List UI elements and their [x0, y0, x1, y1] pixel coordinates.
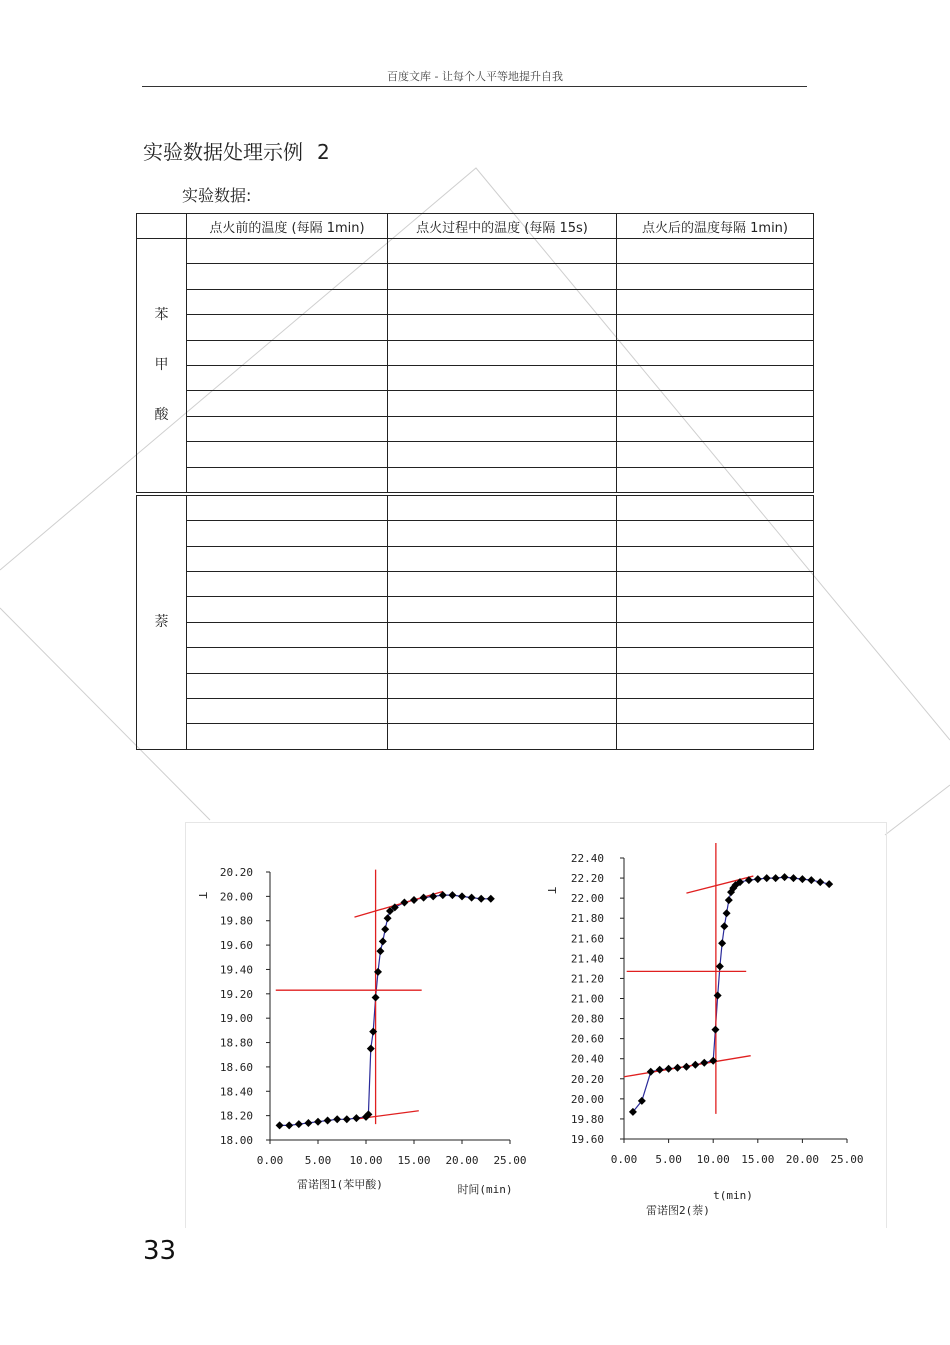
chart-caption: 雷诺图2(萘)	[646, 1204, 710, 1217]
reynolds-chart-2	[535, 822, 885, 1227]
table-cell	[187, 494, 388, 521]
table-row	[137, 315, 814, 340]
y-tick-label: 22.00	[570, 892, 604, 906]
table-row	[137, 673, 814, 698]
data-point	[352, 1114, 360, 1122]
y-tick-label: 20.20	[219, 866, 253, 879]
y-tick-label: 19.40	[219, 963, 253, 977]
table-cell	[187, 391, 388, 416]
data-point	[448, 891, 456, 899]
y-tick-label: 20.80	[570, 1012, 604, 1026]
table-cell	[388, 572, 617, 597]
table-cell	[187, 699, 388, 724]
data-point	[304, 1119, 312, 1127]
table-row	[137, 416, 814, 441]
y-tick-label: 18.80	[219, 1036, 253, 1050]
x-tick-label: 5.00	[304, 1154, 332, 1167]
x-tick-label: 5.00	[655, 1153, 682, 1166]
guide-line	[354, 891, 442, 917]
data-point	[682, 1063, 690, 1071]
table-cell	[388, 365, 617, 390]
data-point	[647, 1068, 655, 1076]
page-header: 百度文库 - 让每个人平等地提升自我	[387, 70, 563, 83]
data-point	[772, 874, 780, 882]
table-cell	[187, 521, 388, 546]
section-title-text: 实验数据处理示例	[143, 140, 303, 164]
header-rule	[142, 86, 807, 87]
data-point	[825, 880, 833, 888]
y-tick-label: 18.40	[219, 1085, 253, 1099]
data-point	[691, 1061, 699, 1069]
table-row	[137, 391, 814, 416]
y-tick-label: 19.80	[219, 914, 253, 928]
table-cell	[617, 673, 814, 698]
x-axis-label: 时间(min)	[457, 1183, 513, 1196]
y-tick-label: 18.20	[219, 1109, 253, 1123]
table-cell	[187, 724, 388, 749]
data-table	[136, 213, 814, 750]
x-tick-label: 25.00	[830, 1153, 864, 1166]
data-point	[781, 873, 789, 881]
table-cell	[388, 546, 617, 571]
data-point	[468, 894, 476, 902]
data-point	[420, 894, 428, 902]
table-cell	[187, 673, 388, 698]
table-cell	[388, 391, 617, 416]
data-point	[674, 1064, 682, 1072]
data-point	[384, 914, 392, 922]
table-header-cell: 点火前的温度 (每隔 1min)	[187, 214, 388, 239]
data-point	[798, 875, 806, 883]
data-point	[807, 876, 815, 884]
data-point	[376, 947, 384, 955]
table-cell	[388, 622, 617, 647]
table-cell	[617, 699, 814, 724]
y-tick-label: 20.40	[570, 1052, 604, 1066]
table-cell	[388, 724, 617, 749]
table-row	[137, 365, 814, 390]
table-row	[137, 521, 814, 546]
y-axis-label: T	[196, 892, 209, 899]
table-row	[137, 442, 814, 467]
table-cell	[617, 315, 814, 340]
table-cell	[187, 442, 388, 467]
table-cell	[617, 467, 814, 494]
table-row	[137, 622, 814, 647]
page-number: 33	[143, 1236, 177, 1266]
table-row	[137, 239, 814, 264]
data-point	[333, 1115, 341, 1123]
table-cell	[187, 546, 388, 571]
group-label-char: 甲	[154, 357, 169, 374]
table-row	[137, 572, 814, 597]
table-cell	[388, 416, 617, 441]
y-tick-label: 21.80	[570, 912, 604, 926]
table-cell	[388, 699, 617, 724]
data-point	[314, 1118, 322, 1126]
y-axis-label: T	[545, 887, 558, 894]
data-point	[725, 896, 733, 904]
table-cell	[617, 622, 814, 647]
x-tick-label: 20.00	[785, 1153, 819, 1166]
y-tick-label: 20.60	[570, 1032, 604, 1046]
table-cell	[388, 340, 617, 365]
data-point	[656, 1066, 664, 1074]
table-cell	[617, 546, 814, 571]
data-point	[477, 895, 485, 903]
data-point	[763, 874, 771, 882]
data-point	[367, 1045, 375, 1053]
guide-line	[686, 876, 753, 893]
data-point	[381, 925, 389, 933]
y-tick-label: 18.00	[219, 1134, 253, 1147]
table-cell	[187, 597, 388, 622]
table-cell	[388, 648, 617, 673]
y-tick-label: 21.00	[570, 992, 604, 1006]
data-point	[665, 1065, 673, 1073]
table-cell	[388, 521, 617, 546]
table-cell	[388, 289, 617, 314]
data-subtitle: 实验数据:	[182, 186, 252, 205]
y-tick-label: 22.20	[570, 872, 604, 886]
table-cell	[617, 494, 814, 521]
data-point	[400, 898, 408, 906]
data-point	[285, 1121, 293, 1129]
data-point	[487, 895, 495, 903]
y-tick-label: 19.60	[219, 939, 253, 953]
reynolds-chart-1	[185, 822, 535, 1227]
table-header-cell: 点火后的温度每隔 1min)	[617, 214, 814, 239]
data-point	[700, 1059, 708, 1067]
y-tick-label: 20.00	[570, 1092, 604, 1106]
data-table-body	[137, 214, 814, 750]
group-label-char: 苯	[154, 307, 169, 324]
table-cell	[617, 239, 814, 264]
table-cell	[187, 416, 388, 441]
x-tick-label: 10.00	[349, 1154, 383, 1167]
table-header-cell: 点火过程中的温度 (每隔 15s)	[388, 214, 617, 239]
y-tick-label: 22.40	[570, 852, 604, 865]
data-point	[324, 1117, 332, 1125]
series-line	[633, 877, 829, 1112]
data-point	[718, 939, 726, 947]
data-point	[711, 1026, 719, 1034]
table-row	[137, 597, 814, 622]
group-label	[137, 494, 187, 749]
table-cell	[187, 315, 388, 340]
table-cell	[388, 673, 617, 698]
table-cell	[617, 572, 814, 597]
section-title	[143, 136, 330, 165]
y-tick-label: 21.40	[570, 952, 604, 966]
data-point	[723, 909, 731, 917]
table-cell	[617, 442, 814, 467]
data-point	[789, 874, 797, 882]
table-cell	[388, 239, 617, 264]
table-cell	[187, 239, 388, 264]
y-tick-label: 19.80	[570, 1112, 604, 1126]
x-tick-label: 20.00	[445, 1154, 479, 1167]
table-row	[137, 289, 814, 314]
table-header-cell	[137, 214, 187, 239]
table-cell	[617, 264, 814, 289]
table-row	[137, 648, 814, 673]
table-cell	[388, 315, 617, 340]
group-label-char: 萘	[154, 614, 169, 631]
table-cell	[617, 597, 814, 622]
table-cell	[617, 521, 814, 546]
x-tick-label: 15.00	[741, 1153, 775, 1166]
x-tick-label: 15.00	[397, 1154, 431, 1167]
table-cell	[187, 264, 388, 289]
table-row	[137, 546, 814, 571]
table-row	[137, 699, 814, 724]
table-cell	[617, 648, 814, 673]
data-point	[410, 896, 418, 904]
chart-caption: 雷诺图1(苯甲酸)	[297, 1178, 383, 1191]
table-cell	[617, 724, 814, 749]
data-point	[372, 993, 380, 1001]
data-point	[343, 1115, 351, 1123]
table-row	[137, 340, 814, 365]
y-tick-label: 20.20	[570, 1072, 604, 1086]
data-point	[379, 937, 387, 945]
x-tick-label: 0.00	[256, 1154, 284, 1167]
table-cell	[617, 416, 814, 441]
section-title-number: 2	[317, 140, 330, 164]
data-point	[458, 892, 466, 900]
table-cell	[187, 340, 388, 365]
data-point	[276, 1121, 284, 1129]
x-tick-label: 0.00	[610, 1153, 638, 1166]
table-cell	[617, 340, 814, 365]
data-point	[754, 875, 762, 883]
table-row	[137, 724, 814, 749]
table-header-row	[137, 214, 814, 239]
y-tick-label: 21.20	[570, 972, 604, 986]
x-tick-label: 10.00	[696, 1153, 730, 1166]
table-row	[137, 494, 814, 521]
y-tick-label: 21.60	[570, 932, 604, 946]
y-tick-label: 19.60	[570, 1133, 604, 1146]
table-cell	[617, 365, 814, 390]
group-label	[137, 239, 187, 494]
table-cell	[187, 365, 388, 390]
data-point	[295, 1120, 303, 1128]
y-tick-label: 19.00	[219, 1012, 253, 1026]
table-cell	[388, 442, 617, 467]
table-cell	[388, 597, 617, 622]
data-point	[720, 922, 728, 930]
table-cell	[388, 264, 617, 289]
x-axis-label: t(min)	[713, 1189, 753, 1202]
table-cell	[388, 467, 617, 494]
table-row	[137, 467, 814, 494]
y-tick-label: 18.60	[219, 1060, 253, 1074]
table-cell	[187, 648, 388, 673]
table-cell	[617, 391, 814, 416]
group-label-char: 酸	[154, 407, 169, 424]
table-cell	[187, 467, 388, 494]
y-tick-label: 19.20	[219, 987, 253, 1001]
y-tick-label: 20.00	[219, 890, 253, 904]
table-cell	[187, 622, 388, 647]
table-cell	[187, 289, 388, 314]
table-cell	[617, 289, 814, 314]
data-point	[716, 962, 724, 970]
table-cell	[187, 572, 388, 597]
table-cell	[388, 494, 617, 521]
data-point	[714, 991, 722, 999]
x-tick-label: 25.00	[493, 1154, 527, 1167]
table-row	[137, 264, 814, 289]
data-point	[816, 878, 824, 886]
